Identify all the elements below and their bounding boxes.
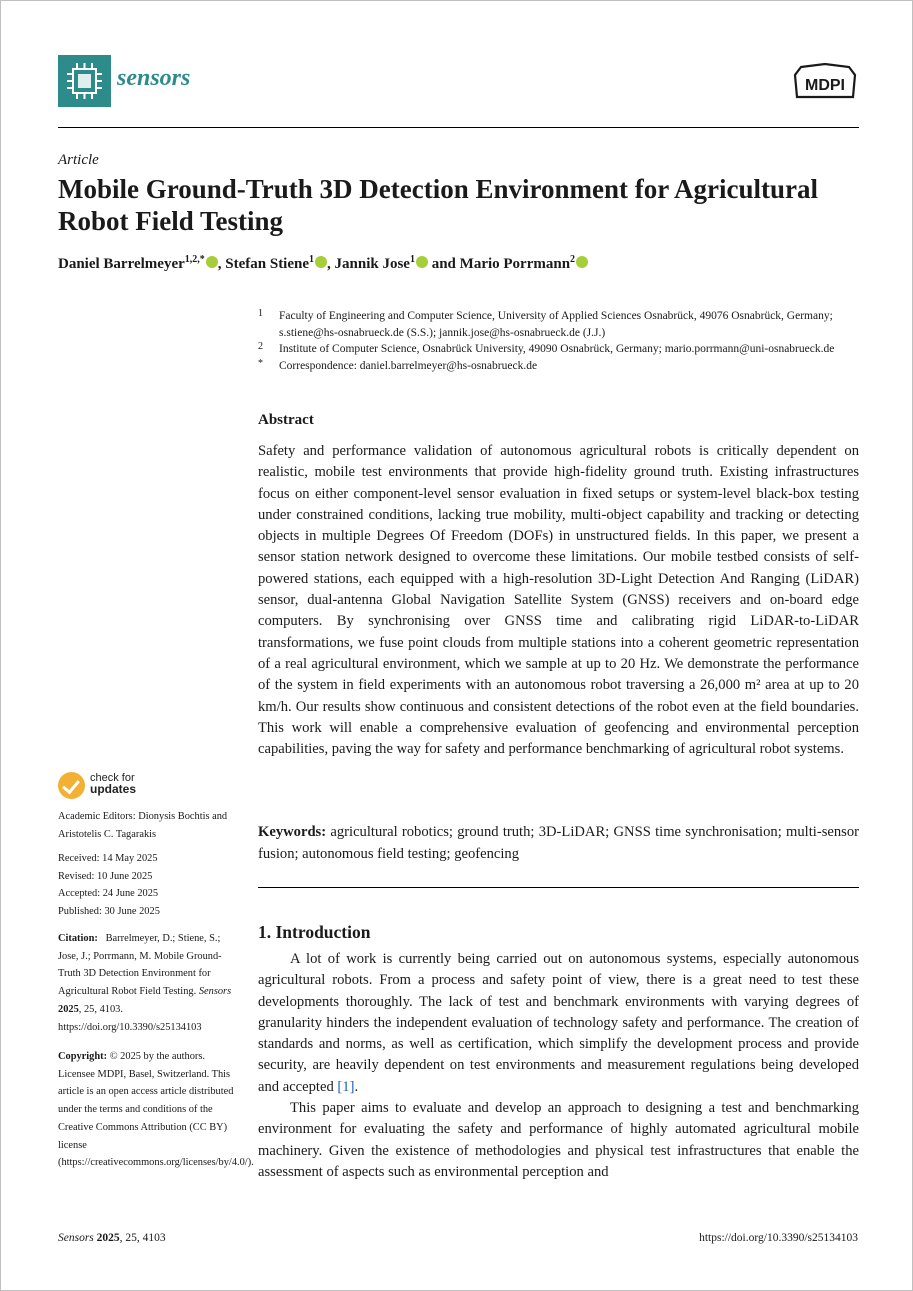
orcid-icon[interactable] <box>315 256 327 268</box>
paragraph: A lot of work is currently being carried out on autonomous systems, especially autonomous agricultural robots. From a process and safety point of view, there is a great need to test these developments thoroughly. The lack of test and benchmark environments with varying degrees of granularity hinders the independent evaluation of technology safety and performance. The creation of standards and norms, as well as certification, which simplify the development process and provide security, are heavily dependent on test environments and measurement regulations being developed and accepted [1]. <box>258 951 859 1095</box>
revised-date: Revised: 10 June 2025 <box>58 870 153 882</box>
affiliations <box>258 308 858 374</box>
footer-citation: Sensors 2025, 25, 4103 <box>58 1232 166 1244</box>
section-rule <box>258 887 859 888</box>
received-date: Received: 14 May 2025 <box>58 853 158 864</box>
copyright-block: Copyright: © 2025 by the authors. Licensee MDPI, Basel, Switzerland. This article is an open access article distributed under the terms and conditions of the Creative Commons Attribution (CC BY) license (https://creativecommons.org/licenses/by/4.0/). <box>58 1051 254 1169</box>
orcid-icon[interactable] <box>206 256 218 268</box>
keywords-label: Keywords: <box>258 824 327 840</box>
orcid-icon[interactable] <box>576 256 588 268</box>
history-dates <box>58 850 238 921</box>
affiliation-item: 1 Faculty of Engineering and Computer Science, University of Applied Sciences Osnabrück, 49076 Osnabrück, Germany; s.stiene@hs-osnabrueck.de (S.S.); jannik.jose@hs-osnabrueck.de (J.J.) <box>258 308 833 339</box>
author-affiliation: 2 <box>570 254 576 265</box>
introduction-text <box>258 949 859 1183</box>
article-type: Article <box>58 152 99 168</box>
author-name: Mario Porrmann <box>459 256 571 272</box>
accepted-date: Accepted: 24 June 2025 <box>58 888 159 900</box>
sensors-logo-icon <box>58 55 111 107</box>
journal-name: sensors <box>117 65 191 91</box>
check-icon <box>58 772 85 799</box>
author-affiliation: 1 <box>309 254 315 265</box>
author-name: Daniel Barrelmeyer <box>58 256 185 272</box>
paper-title: Mobile Ground-Truth 3D Detection Environment for Agricultural Robot Field Testing <box>58 174 818 236</box>
academic-editors: Academic Editors: Dionysis Bochtis and Aristotelis C. Tagarakis <box>58 811 228 840</box>
correspondence: * Correspondence: daniel.barrelmeyer@hs-osnabrueck.de <box>258 357 538 372</box>
abstract-heading: Abstract <box>258 412 314 428</box>
author-affiliation: 1 <box>409 254 415 265</box>
author-name: Stefan Stiene <box>225 256 310 272</box>
keywords <box>258 821 859 865</box>
author-list: Daniel Barrelmeyer$^{1,2,*}$ , Stefan Stiene$^1$ , Jannik Jose$^1$ and Mario Porrmann$^2$ <box>58 254 858 273</box>
published-date: Published: 30 June 2025 <box>58 906 160 918</box>
citation-link[interactable]: [1] <box>337 1078 355 1095</box>
footer-doi-link[interactable]: https://doi.org/10.3390/s25134103 <box>699 1232 858 1244</box>
abstract-text: Safety and performance validation of autonomous agricultural robots is critically dependent on realistic, mobile test environments that provide high-fidelity ground truth. Existing infrastructures focus on either component-level sensor evaluation in fixed setups or system-level black-box testing under constrained conditions, lacking true mobility, multi-object capability and tracking or detecting objects in multiple Degrees Of Freedom (DOFs) in unstructured fields. In this paper, we present a sensor station network designed to overcome these limitations. Our mobile testbed consists of self-powered stations, each equipped with a high-resolution 3D-Light Detection And Ranging (LiDAR) sensor, dual-antenna Global Navigation Satellite System (GNSS) receivers and on-board edge computers. By synchronising over GNSS time and calibrating rigid LiDAR-to-LiDAR transformations, we fuse point clouds from multiple stations into a coherent geometric representation of a real agricultural environment, which we sample at up to 20 Hz. We demonstrate the performance of the system in field experiments with an autonomous robot traversing a 26,000 m² area at up to 20 km/h. Our results show continuous and consistent detections of the robot even at the field boundaries. This work will enable a comprehensive evaluation of geofencing and environmental perception capabilities, paving the way for safety and performance benchmarking of agricultural robot systems. <box>258 443 859 758</box>
author-name: Jannik Jose <box>334 256 410 272</box>
mdpi-logo-icon <box>793 63 857 101</box>
paper-page: sensors MDPI Article Mobile Ground-Truth 3D Detection Environment for Agricultural Robot Field Testing Daniel Barrelmeyer$^{1,2,*}$ , Stefan Stiene$^1$ , Jannik Jose$^1$ and Mario Porrmann$^2$ 1 Faculty of Engineering and Computer Science, University of Applied Sciences Osnabrück, 49076 Osnabrück, Germany; s.stiene@hs-osnabrueck.de (S.S.); jannik.jose@hs-osnabrueck.de (J.J.) 2 Institute of Computer Science, Osnabrück University, 49090 Osnabrück, Germany; mario.porrmann@uni-osnabrueck.de * Correspondence: daniel.barrelmeyer@hs-osnabrueck.de Abstract Safety and performance validation of autonomous agricultural robots is critically dependent on realistic, mobile test environments that provide high-fidelity ground truth. Existing infrastructures focus on either component-level sensor evaluation in fixed setups or system-level black-box testing under constrained conditions, lacking true mobility, multi-object capability and tracking or detecting objects in multiple Degrees Of Freedom (DOFs) in unstructured fields. In this paper, we present a sensor station network designed to overcome these limitations. Our mobile testbed consists of self-powered stations, each equipped with a high-resolution 3D-Light Detection And Ranging (LiDAR) sensor, dual-antenna Global Navigation Satellite System (GNSS) receivers and on-board edge computers. By synchronising over GNSS time and calibrating rigid LiDAR-to-LiDAR transformations, we fuse point clouds from multiple stations into a coherent geometric representation of a real agricultural environment, which we sample at up to 20 Hz. We demonstrate the performance of the system in field experiments with an autonomous robot traversing a 26,000 m² area at up to 20 km/h. Our results show continuous and consistent detections of the robot even at the field boundaries. This work will enable a comprehensive evaluation of geofencing and environmental perception capabilities, paving the way for safety and performance benchmarking of agricultural robot systems. Keywords: agricultural robotics; ground truth; 3D-LiDAR; GNSS time synchronisation; multi-sensor fusion; autonomous field testing; geofencing 1. Introduction A lot of work is currently being carried out on autonomous systems, especially autonomous agricultural robots. From a process and safety point of view, there is a great need to test these developments thoroughly. The lack of test and benchmark environments with varying degrees of granularity hinders the independent evaluation of technology safety and performance. The creation of standards and norms, as well as certification, which simplify the development process and provide security, are heavily dependent on test environments and measurement regulations being developed and accepted [1]. This paper aims to evaluate and develop an approach to designing a test and benchmarking environment for evaluating the safety and performance of highly automated agricultural mobile machinery. Given the existence of methodologies and physical test infrastructures that enable the assessment of aspects such as environmental perception and check for updates Academic Editors: Dionysis Bochtis and Aristotelis C. Tagarakis Received: 14 May 2025 Revised: 10 June 2025 Accepted: 24 June 2025 Published: 30 June 2025 Citation: Barrelmeyer, D.; Stiene, S.; Jose, J.; Porrmann, M. Mobile Ground-Truth 3D Detection Environment for Agricultural Robot Field Testing. Sensors 2025, 25, 4103. https://doi.org/10.3390/s25134103 Copyright: © 2025 by the authors. Licensee MDPI, Basel, Switzerland. This article is an open access article distributed under the terms and conditions of the Creative Commons Attribution (CC BY) license (https://creativecommons.org/licenses/by/4.0/). Sensors 2025, 25, 4103 https://doi.org/10.3390/s25134103 <box>0 0 913 1291</box>
orcid-icon[interactable] <box>416 256 428 268</box>
citation-block: Citation: Barrelmeyer, D.; Stiene, S.; Jose, J.; Porrmann, M. Mobile Ground-Truth 3D Detection Environment for Agricultural Robot Field Testing. Sensors 2025, 25, 4103. https://doi.org/10.3390/s25134103 <box>58 933 232 1033</box>
affiliation-item: 2 Institute of Computer Science, Osnabrück University, 49090 Osnabrück, Germany; mario.porrmann@uni-osnabrueck.de <box>258 341 835 355</box>
publisher-name: MDPI <box>805 77 845 94</box>
introduction-heading: 1. Introduction <box>258 922 371 942</box>
citation-label: Citation: <box>58 933 98 944</box>
keywords-text: agricultural robotics; ground truth; 3D-LiDAR; GNSS time synchronisation; multi-sensor fusion; autonomous field testing; geofencing <box>258 824 859 862</box>
copyright-label: Copyright: <box>58 1051 108 1062</box>
author-affiliation: 1,2,* <box>184 254 205 265</box>
paragraph: This paper aims to evaluate and develop an approach to designing a test and benchmarking environment for evaluating the safety and performance of highly automated agricultural mobile machinery. Given the existence of methodologies and physical test infrastructures that enable the assessment of aspects such as environmental perception and <box>258 1100 859 1180</box>
header-rule <box>58 127 859 128</box>
